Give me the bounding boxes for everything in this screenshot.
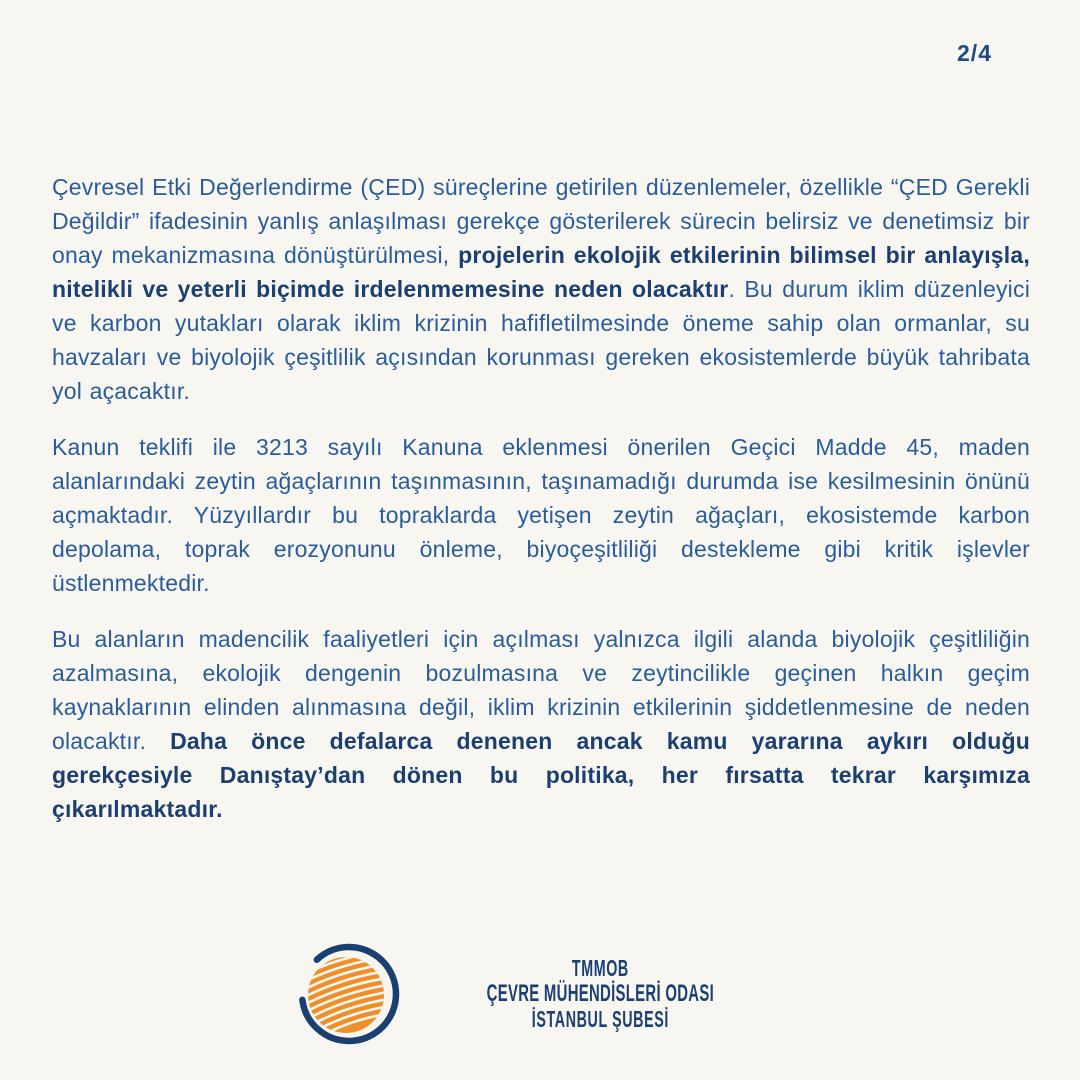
paragraph: Bu alanların madencilik faaliyetleri için açılması yalnızca ilgili alanda biyolojik çeşitliliğin azalmasına, ekolojik dengenin bozulmasına ve zeytincilikle geçinen halkın geçim kaynaklarının elinden alınmasına değil, iklim krizinin etkilerinin şiddetlenmesine de neden olacaktır. Daha önce defalarca denenen ancak kamu yararına aykırı olduğu gerekçesiyle Danıştay’dan dönen bu politika, her fırsatta tekrar karşımıza çıkarılmaktadır. bbox=[52, 626, 1030, 822]
page-indicator: 2/4 bbox=[957, 40, 992, 66]
org-name-line3: İSTANBUL ŞUBESİ bbox=[531, 1006, 669, 1033]
paragraph: Kanun teklifi ile 3213 sayılı Kanuna eklenmesi önerilen Geçici Madde 45, maden alanlarındaki zeytin ağaçlarının taşınmasının, taşınamadığı durumda ise kesilmesinin önünü açmaktadır. Yüzyıllardır bu topraklarda yetişen zeytin ağaçları, ekosistemde karbon depolama, toprak erozyonunu önleme, biyoçeşitliliği destekleme gibi kritik işlevler üstlenmektedir. bbox=[52, 434, 1030, 596]
body-paragraphs bbox=[52, 170, 1030, 848]
footer-logo-lockup bbox=[0, 942, 1080, 1046]
org-name-line1: TMMOB bbox=[571, 954, 629, 981]
org-name bbox=[486, 956, 713, 1033]
paragraph: Çevresel Etki Değerlendirme (ÇED) süreçlerine getirilen düzenlemeler, özellikle “ÇED Gerekli Değildir” ifadesinin yanlış anlaşılması gerekçe gösterilerek sürecin belirsiz ve denetimsiz bir onay mekanizmasına dönüştürülmesi, projelerin ekolojik etkilerinin bilimsel bir anlayışla, nitelikli ve yeterli biçimde irdelenmemesine neden olacaktır. Bu durum iklim düzenleyici ve karbon yutakları olarak iklim krizinin hafifletilmesinde öneme sahip olan ormanlar, su havzaları ve biyolojik çeşitlilik açısından korunması gereken ekosistemlerde büyük tahribata yol açacaktır. bbox=[52, 174, 1030, 404]
org-name-line2: ÇEVRE MÜHENDİSLERİ ODASI bbox=[486, 979, 714, 1007]
globe-logo-icon bbox=[297, 942, 401, 1046]
